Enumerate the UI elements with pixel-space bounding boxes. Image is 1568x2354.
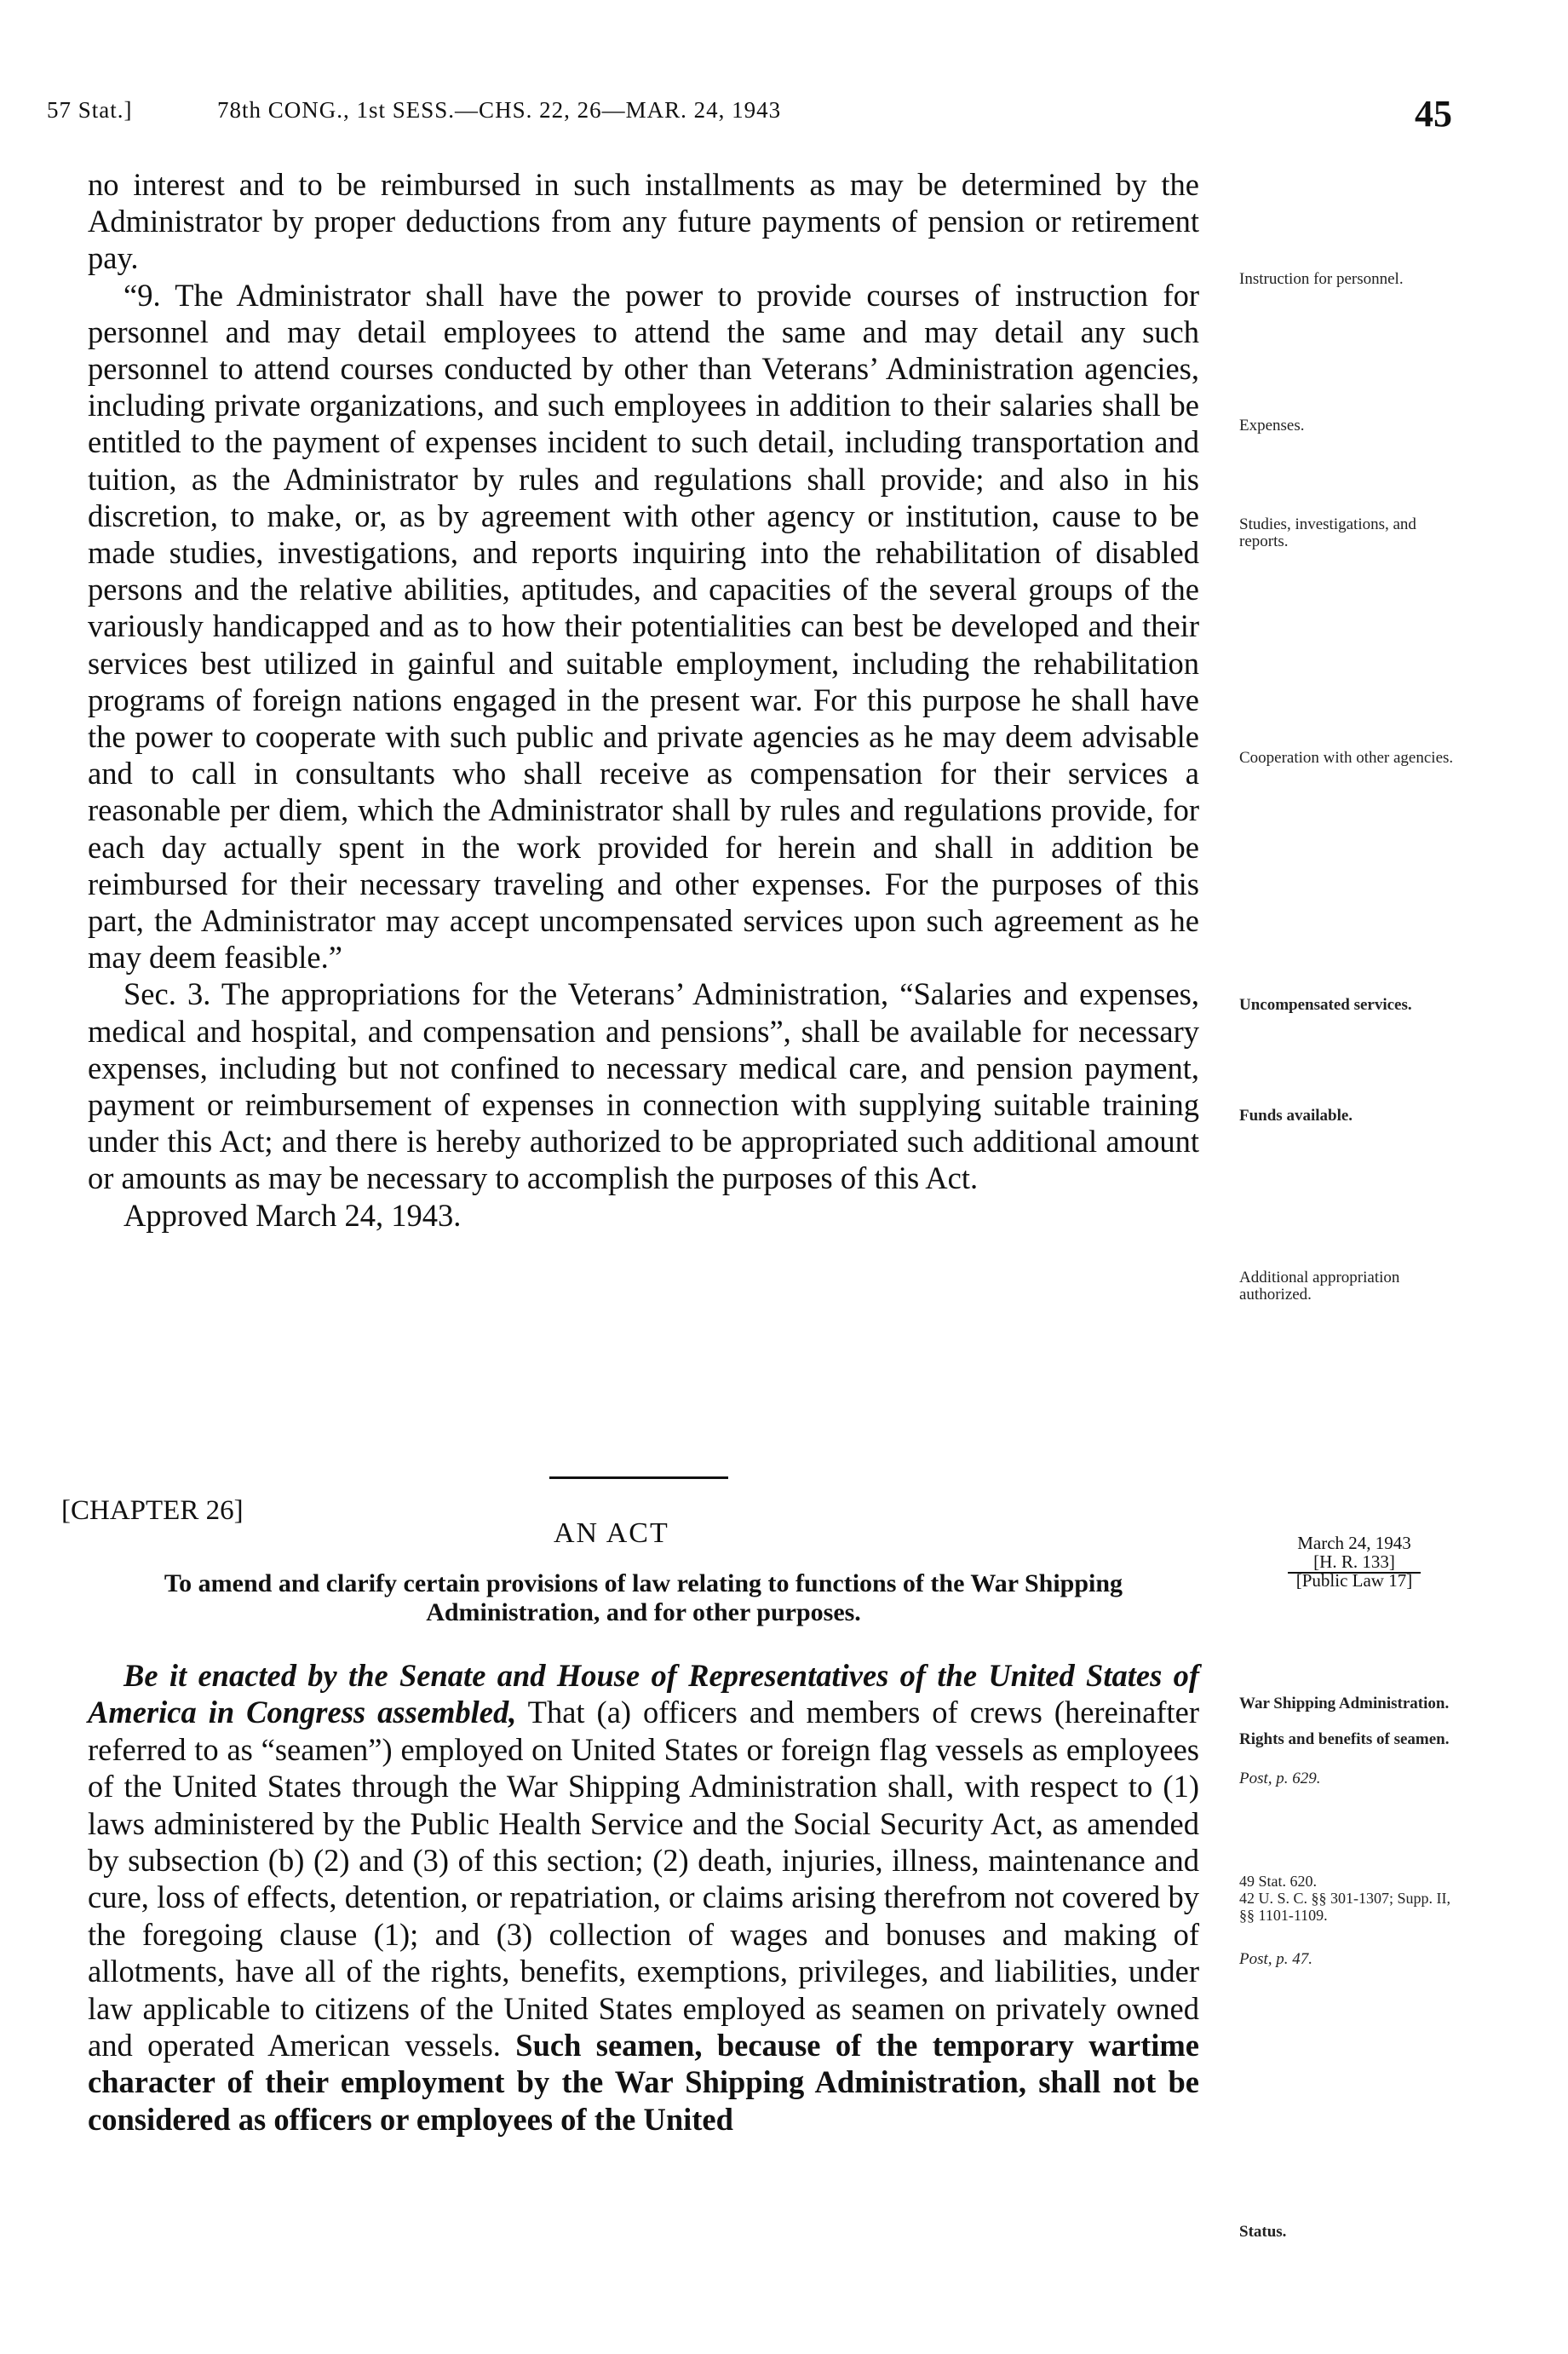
- margin-note-studies: Studies, investigations, and reports.: [1239, 515, 1416, 550]
- margin-note-post-629: Post, p. 629.: [1239, 1770, 1321, 1787]
- statute-volume: 57 Stat.]: [47, 97, 133, 123]
- margin-note-post-47: Post, p. 47.: [1239, 1950, 1313, 1968]
- margin-note-stat: 49 Stat. 620.: [1239, 1873, 1318, 1890]
- enacting-clause: Be it enacted by the Senate and House of Representatives of the United States of America in Congress assembled,: [88, 1658, 1199, 1730]
- subsection-a-text: That (a) officers and members of crews (hereinafter referred to as “seamen”) employed on United States or foreign flag vessels as employees of the United States through the War Shipping Administration shall, with respect to (1) laws administered by the Public Health Service and the Social Security Act, as amended by subsection (b) (2) and (3) of this section; (2) death, injuries, illness, maintenance and cure, loss of effects, detention, or repatriation, or claims arising therefrom not covered by the foregoing clause (1); and (3) collection of wages and bonuses and making of allotments, have all of the rights, benefits, exemptions, privileges, and liabilities, under law applicable to citizens of the United States employed as seamen on privately owned and operated American vessels.: [88, 1695, 1200, 2063]
- session-chapter-line: 78th CONG., 1st SESS.—CHS. 22, 26—MAR. 24, 1943: [217, 97, 782, 123]
- margin-note-cooperation: Cooperation with other agencies.: [1239, 749, 1454, 767]
- act-title: To amend and clarify certain provisions of law relating to functions of the War Shipping Administration, and for other purposes.: [164, 1569, 1123, 1626]
- chapter-label: [CHAPTER 26]: [61, 1495, 244, 1526]
- margin-note-funds: Funds available.: [1239, 1107, 1353, 1125]
- bill-number: [H. R. 133]: [1288, 1551, 1421, 1574]
- paragraph-sec-3: Sec. 3. The appropriations for the Veterans’ Administration, “Salaries and expenses, medical and hospital, and compensation and pensions”, shall be available for necessary expenses, including but not confined to necessary medical care, and pension payment, payment or reimbursement of expenses in connection with supplying suitable training under this Act; and there is hereby authorized to be appropriated such additional amount or amounts as may be necessary to accomplish the purposes of this Act.: [88, 976, 1199, 1196]
- enactment-date: March 24, 1943: [1297, 1533, 1411, 1553]
- margin-note-rights: Rights and benefits of seamen.: [1239, 1730, 1450, 1748]
- act-heading: AN ACT: [554, 1517, 669, 1549]
- enactment-text: [88, 1657, 1199, 2138]
- margin-note-additional: Additional appropriation authorized.: [1239, 1269, 1400, 1304]
- public-law-number: [Public Law 17]: [1295, 1570, 1413, 1591]
- page-number: 45: [1415, 93, 1452, 135]
- margin-note-uncompensated: Uncompensated services.: [1239, 996, 1412, 1014]
- section-text: [88, 166, 1199, 1234]
- margin-note-usc: 42 U. S. C. §§ 301-1307; Supp. II, §§ 1101-1109.: [1239, 1890, 1451, 1924]
- margin-note-expenses: Expenses.: [1239, 417, 1305, 435]
- margin-note-wsa: War Shipping Administration.: [1239, 1695, 1450, 1712]
- paragraph-continuation: no interest and to be reimbursed in such installments as may be determined by the Administrator by proper deductions from any future payments of pension or retirement pay.: [88, 167, 1199, 276]
- margin-note-status: Status.: [1239, 2223, 1287, 2241]
- running-header: [47, 92, 1478, 135]
- enactment-side-info: [1239, 1534, 1469, 1590]
- status-sentence: Such seamen, because of the temporary wartime character of their employment by the War Shipping Administration, shall not be considered as officers or employees of the United: [88, 2028, 1200, 2137]
- approval-date: Approved March 24, 1943.: [123, 1197, 462, 1233]
- paragraph-item-9: “9. The Administrator shall have the power to provide courses of instruction for personnel and may detail employees to attend the same and may detail any such personnel to attend courses conducted by other than Veterans’ Administration agencies, including private organizations, and such employees in addition to their salaries shall be entitled to the payment of expenses incident to such detail, including transportation and tuition, as the Administrator by rules and regulations shall provide; and also in his discretion, to make, or, as by agreement with other agency or institution, cause to be made studies, investigations, and reports inquiring into the rehabilitation of disabled persons and the relative abilities, aptitudes, and capacities of the several groups of the variously handicapped and as to how their potentialities can best be developed and their services best utilized in gainful and suitable employment, including the rehabilitation programs of foreign nations engaged in the present war. For this purpose he shall have the power to cooperate with such public and private agencies as he may deem advisable and to call in consultants who shall receive as compensation for their services a reasonable per diem, which the Administrator shall by rules and regulations provide, for each day actually spent in the work provided for herein and shall in addition be reimbursed for their necessary traveling and other expenses. For the purposes of this part, the Administrator may accept uncompensated services upon such agreement as he may deem feasible.”: [88, 277, 1199, 976]
- chapter-separator-rule: [549, 1476, 728, 1479]
- margin-note-instruction: Instruction for personnel.: [1239, 270, 1404, 288]
